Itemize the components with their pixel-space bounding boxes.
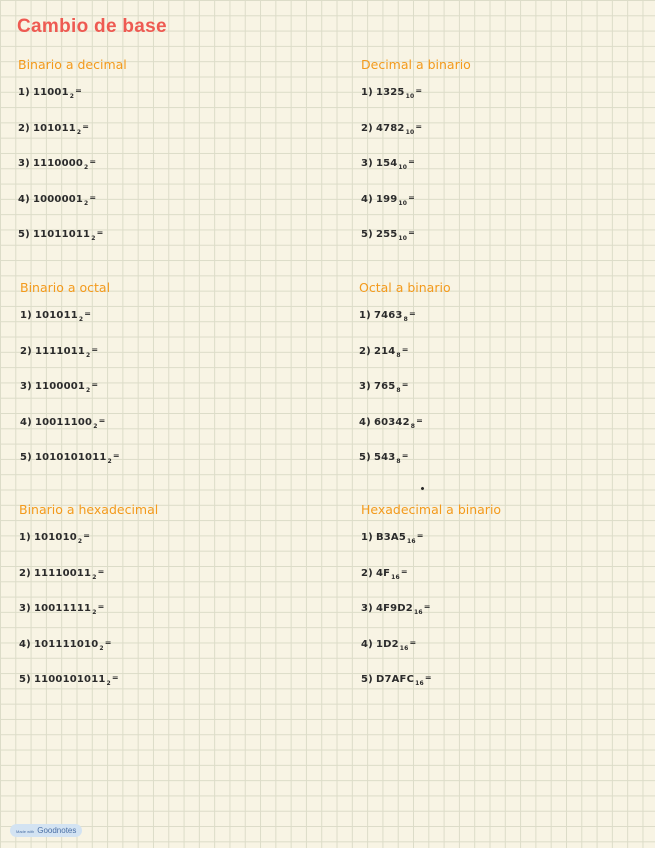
exercise-item <box>18 122 308 158</box>
exercise-number: 5) <box>359 452 371 463</box>
exercise-value: 1D2 <box>375 638 399 650</box>
section-title: Binario a octal <box>20 280 111 295</box>
section-title: Binario a decimal <box>18 57 127 72</box>
exercise-item <box>361 122 651 158</box>
exercise-number: 2) <box>19 567 31 579</box>
section-binario-a-decimal <box>18 57 308 264</box>
section-title: Hexadecimal a binario <box>361 502 502 517</box>
exercise-number: 4) <box>361 638 373 650</box>
equals-sign: = <box>98 415 106 425</box>
exercise-value: 101111010 <box>33 638 99 650</box>
equals-sign: = <box>91 380 99 389</box>
exercise-number: 5) <box>361 674 373 685</box>
equals-sign: = <box>84 309 92 318</box>
exercise-item <box>359 380 649 416</box>
equals-sign: = <box>83 531 91 540</box>
section-hexadecimal-a-binario <box>361 502 651 709</box>
exercise-item <box>18 193 308 229</box>
exercise-base: 2 <box>69 93 75 100</box>
equals-sign: = <box>96 228 104 237</box>
exercise-item <box>361 193 651 229</box>
exercise-number: 5) <box>18 229 30 240</box>
equals-sign: = <box>104 637 112 647</box>
exercise-number: 1) <box>361 87 373 98</box>
exercise-base: 16 <box>407 538 416 545</box>
equals-sign: = <box>423 602 431 611</box>
exercise-number: 2) <box>361 122 373 134</box>
exercise-item <box>18 86 308 122</box>
exercise-item <box>20 309 310 345</box>
exercise-number: 4) <box>18 193 30 205</box>
exercise-number: 4) <box>359 416 371 428</box>
exercise-item <box>19 638 309 674</box>
pen-mark <box>420 486 424 490</box>
exercise-item <box>359 451 649 487</box>
exercise-item <box>361 638 651 674</box>
exercise-item <box>361 157 651 193</box>
equals-sign: = <box>408 157 416 166</box>
exercise-base: 2 <box>92 573 97 581</box>
exercise-base: 16 <box>391 573 400 581</box>
exercise-value: 154 <box>375 158 398 169</box>
exercise-item <box>359 416 649 452</box>
exercise-base: 2 <box>93 422 98 430</box>
exercise-base: 2 <box>76 128 82 136</box>
equals-sign: = <box>415 121 423 131</box>
exercise-base: 10 <box>398 164 408 171</box>
exercise-item <box>18 157 308 193</box>
equals-sign: = <box>400 566 408 576</box>
exercise-number: 3) <box>361 158 373 169</box>
exercise-list <box>20 309 310 487</box>
exercise-item <box>361 567 651 603</box>
exercise-number: 1) <box>20 310 32 321</box>
exercise-value: 1010101011 <box>34 452 107 463</box>
equals-sign: = <box>401 380 409 389</box>
exercise-value: 101010 <box>33 532 77 543</box>
exercise-base: 2 <box>78 316 84 323</box>
exercise-base: 8 <box>403 316 408 323</box>
exercise-number: 5) <box>19 674 31 685</box>
exercise-item <box>20 345 310 381</box>
exercise-base: 10 <box>398 199 408 207</box>
exercise-item <box>361 673 651 709</box>
exercise-number: 1) <box>18 87 30 98</box>
exercise-value: 199 <box>375 193 398 205</box>
exercise-value: 765 <box>373 381 396 392</box>
equals-sign: = <box>111 673 119 682</box>
equals-sign: = <box>401 451 409 460</box>
exercise-value: 4782 <box>375 122 405 134</box>
exercise-value: 543 <box>373 452 396 463</box>
section-octal-a-binario <box>359 280 649 487</box>
section-title: Octal a binario <box>359 280 451 295</box>
section-decimal-a-binario <box>361 57 651 264</box>
exercise-number: 4) <box>20 416 32 428</box>
exercise-item <box>361 86 651 122</box>
exercise-value: 1100101011 <box>33 674 106 685</box>
exercise-base: 2 <box>84 199 89 207</box>
exercise-number: 4) <box>19 638 31 650</box>
exercise-base: 2 <box>86 351 91 359</box>
exercise-number: 2) <box>361 567 373 579</box>
equals-sign: = <box>408 192 416 202</box>
exercise-number: 2) <box>359 345 371 357</box>
exercise-base: 8 <box>396 351 401 359</box>
exercise-list <box>359 309 649 487</box>
exercise-item <box>19 531 309 567</box>
equals-sign: = <box>416 415 424 425</box>
exercise-base: 2 <box>84 164 89 171</box>
exercise-item <box>359 309 649 345</box>
exercise-base: 8 <box>396 458 401 465</box>
exercise-value: 214 <box>373 345 396 357</box>
exercise-number: 1) <box>19 532 31 543</box>
goodnotes-badge[interactable] <box>10 824 82 837</box>
exercise-base: 2 <box>99 644 104 652</box>
section-title: Binario a hexadecimal <box>19 502 159 517</box>
exercise-base: 16 <box>399 644 409 652</box>
equals-sign: = <box>408 228 416 237</box>
exercise-list <box>19 531 309 709</box>
section-binario-a-octal <box>20 280 310 487</box>
exercise-value: 101011 <box>34 310 78 321</box>
exercise-base: 10 <box>398 235 408 242</box>
exercise-value: 1111011 <box>34 345 86 357</box>
exercise-list <box>361 86 651 264</box>
exercise-item <box>361 228 651 264</box>
exercise-number: 3) <box>19 603 31 614</box>
exercise-base: 8 <box>396 387 401 394</box>
section-binario-a-hexadecimal <box>19 502 309 709</box>
exercise-value: 10011100 <box>34 416 93 428</box>
exercise-number: 3) <box>20 381 32 392</box>
exercise-base: 10 <box>405 93 415 100</box>
exercise-number: 2) <box>20 345 32 357</box>
exercise-base: 10 <box>405 128 415 136</box>
page-title: Cambio de base <box>17 16 167 37</box>
exercise-item <box>19 567 309 603</box>
exercise-value: 1000001 <box>32 193 84 205</box>
exercise-value: 1100001 <box>34 381 86 392</box>
exercise-item <box>20 416 310 452</box>
exercise-item <box>359 345 649 381</box>
equals-sign: = <box>409 637 417 647</box>
exercise-number: 3) <box>18 158 30 169</box>
exercise-value: 10011111 <box>33 603 92 614</box>
exercise-item <box>20 451 310 487</box>
exercise-base: 8 <box>410 422 416 430</box>
equals-sign: = <box>97 566 105 576</box>
equals-sign: = <box>416 531 424 540</box>
exercise-number: 1) <box>359 310 371 321</box>
exercise-list <box>361 531 651 709</box>
exercise-number: 4) <box>361 193 373 205</box>
exercise-number: 1) <box>361 532 373 543</box>
exercise-base: 16 <box>413 609 423 616</box>
exercise-value: 4F9D2 <box>375 603 413 614</box>
exercise-value: 255 <box>375 229 398 240</box>
equals-sign: = <box>91 344 99 354</box>
exercise-base: 2 <box>91 235 96 242</box>
badge-label: Goodnotes <box>37 826 77 835</box>
exercise-base: 2 <box>107 458 112 465</box>
exercise-value: 101011 <box>32 122 76 134</box>
exercise-item <box>20 380 310 416</box>
exercise-value: B3A5 <box>375 532 407 543</box>
exercise-number: 5) <box>361 229 373 240</box>
exercise-number: 5) <box>20 452 32 463</box>
exercise-value: D7AFC <box>375 674 415 685</box>
exercise-value: 11110011 <box>33 567 92 579</box>
exercise-item <box>19 673 309 709</box>
equals-sign: = <box>424 673 432 682</box>
exercise-base: 2 <box>92 609 97 616</box>
exercise-base: 16 <box>415 680 424 687</box>
exercise-list <box>18 86 308 264</box>
equals-sign: = <box>82 121 90 131</box>
exercise-value: 1110000 <box>32 158 84 169</box>
equals-sign: = <box>112 451 120 460</box>
equals-sign: = <box>408 309 416 318</box>
badge-prefix: Made with <box>16 829 35 834</box>
equals-sign: = <box>89 192 97 202</box>
exercise-number: 3) <box>359 381 371 392</box>
equals-sign: = <box>75 86 83 95</box>
exercise-value: 11001 <box>32 87 69 98</box>
equals-sign: = <box>415 86 423 95</box>
exercise-value: 7463 <box>373 310 403 321</box>
exercise-value: 11011011 <box>32 229 91 240</box>
exercise-item <box>361 531 651 567</box>
section-title: Decimal a binario <box>361 57 471 72</box>
exercise-base: 2 <box>77 538 83 545</box>
exercise-number: 2) <box>18 122 30 134</box>
exercise-value: 4F <box>375 567 391 579</box>
equals-sign: = <box>89 157 97 166</box>
exercise-value: 60342 <box>373 416 410 428</box>
exercise-base: 2 <box>106 680 111 687</box>
equals-sign: = <box>97 602 105 611</box>
exercise-value: 1325 <box>375 87 405 98</box>
exercise-base: 2 <box>86 387 91 394</box>
exercise-item <box>19 602 309 638</box>
exercise-item <box>18 228 308 264</box>
exercise-number: 3) <box>361 603 373 614</box>
equals-sign: = <box>401 344 409 354</box>
exercise-item <box>361 602 651 638</box>
